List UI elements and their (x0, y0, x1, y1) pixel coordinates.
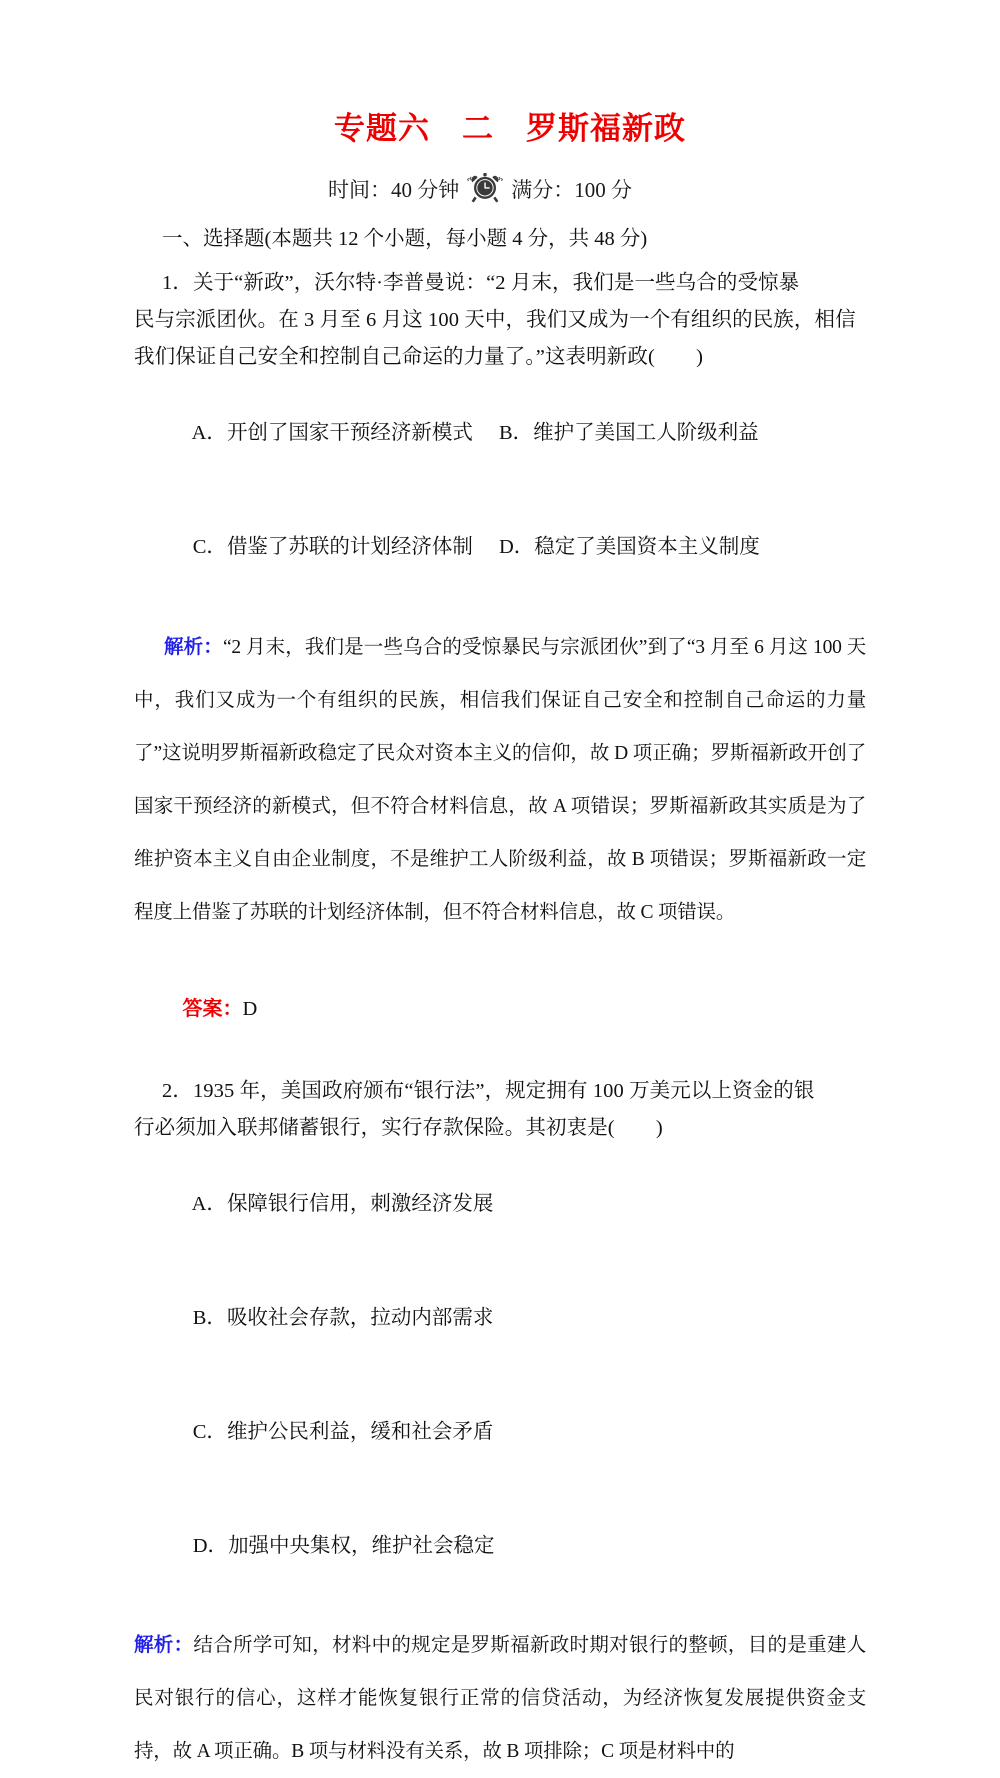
option-c-text[interactable]: 维护公民利益，缓和社会矛盾 (226, 1420, 494, 1443)
option-d-text[interactable]: 加强中央集权，维护社会稳定 (228, 1534, 495, 1557)
exam-meta-line (134, 172, 866, 206)
question-1-stem-line-3: 我们保证自己安全和控制自己命运的力量了。”这表明新政( ) (134, 345, 704, 368)
answer-label: 答案： (182, 995, 243, 1020)
option-d-label: D． (192, 1534, 229, 1557)
analysis-label: 解析： (164, 634, 223, 658)
question-1 (134, 265, 866, 604)
option-d-text[interactable]: 稳定了美国资本主义制度 (534, 535, 760, 558)
answer-value: D (242, 997, 258, 1020)
question-1-stem-line-2: 民与宗派团伙。在 3 月至 6 月这 100 天中，我们又成为一个有组织的民族，相信 (134, 308, 856, 331)
question-2-stem-line-2: 行必须加入联邦储蓄银行，实行存款保险。其初衷是( ) (134, 1116, 663, 1139)
option-d-label: D． (498, 535, 535, 558)
question-1-option-row-cd (134, 490, 866, 604)
question-1-stem-line-1: 1．关于“新政”，沃尔特·李普曼说：“2 月末，我们是一些乌合的受惊暴 (162, 271, 800, 294)
question-1-analysis (134, 621, 866, 939)
option-b-text[interactable]: 维护了美国工人阶级利益 (533, 421, 759, 444)
option-b-label: B． (498, 421, 534, 444)
question-2-option-b[interactable] (134, 1261, 866, 1375)
question-2-option-a[interactable] (134, 1147, 866, 1261)
option-c-text[interactable]: 借鉴了苏联的计划经济体制 (226, 535, 473, 558)
total-score-text: 满分：100 分 (511, 178, 632, 203)
analysis-text: 结合所学可知，材料中的规定是罗斯福新政时期对银行的整顿，目的是重建人民对银行的信心，这样才能恢复银行正常的信贷活动，为经济恢复发展提供资金支持，故 A 项正确。B 项与材料没有关系，故 B 项排除；C 项是材料中的 (134, 1634, 867, 1762)
section-heading: 一、选择题(本题共 12 个小题，每小题 4 分，共 48 分) (162, 228, 648, 251)
question-2-option-d[interactable] (134, 1489, 866, 1603)
option-b-text[interactable]: 吸收社会存款，拉动内部需求 (226, 1306, 494, 1329)
analysis-text: “2 月末，我们是一些乌合的受惊暴民与宗派团伙”到了“3 月至 6 月这 100 天中，我们又成为一个有组织的民族，相信我们保证自己安全和控制自己命运的力量了”这说明罗斯福新政稳定了民众对资本主义的信仰，故 D 项正确；罗斯福新政开创了国家干预经济的新模式，但不符合材料信息，故 A 项错误；罗斯福新政其实质是为了维护资本主义自由企业制度，不是维护工人阶级利益，故 B 项错误；罗斯福新政一定程度上借鉴了苏联的计划经济体制，但不符合材料信息，故 C 项错误。 (134, 636, 866, 923)
time-limit-text: 时间：40 分钟 (328, 178, 460, 203)
option-c-label: C． (192, 1420, 227, 1443)
question-2 (134, 1073, 866, 1603)
option-a-text[interactable]: 保障银行信用，刺激经济发展 (226, 1192, 494, 1215)
analysis-label: 解析： (134, 1632, 194, 1656)
page-title: 专题六 二 罗斯福新政 (334, 111, 686, 146)
question-2-analysis (134, 1619, 866, 1778)
option-a-label: A． (191, 421, 227, 444)
question-1-option-row-ab (134, 376, 866, 490)
alarm-clock-icon (465, 170, 505, 204)
question-2-stem-line-1: 2．1935 年，美国政府颁布“银行法”，规定拥有 100 万美元以上资金的银 (162, 1079, 815, 1102)
question-2-option-c[interactable] (134, 1375, 866, 1489)
question-1-answer (134, 957, 866, 1060)
option-a-text[interactable]: 开创了国家干预经济新模式 (226, 421, 473, 444)
option-c-label: C． (192, 535, 227, 558)
option-b-label: B． (192, 1306, 227, 1329)
option-a-label: A． (191, 1192, 227, 1215)
